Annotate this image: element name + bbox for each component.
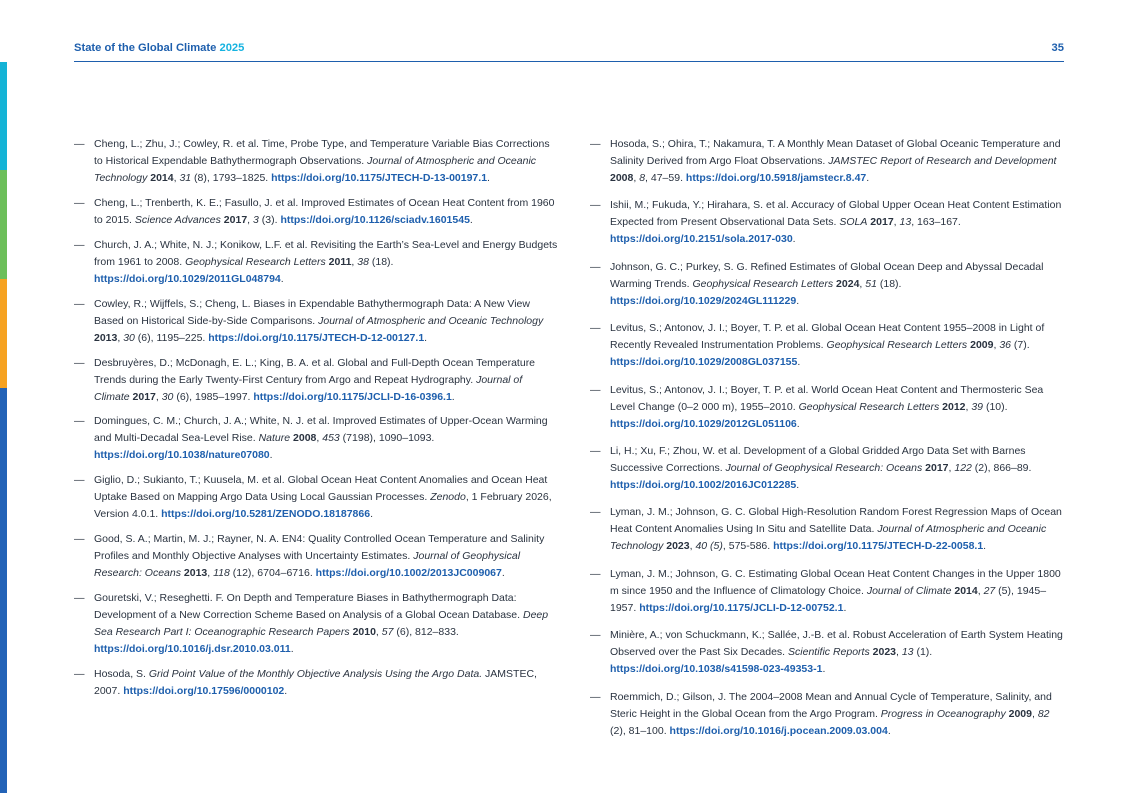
reference-authors-title: Minière, A.; von Schuckmann, K.; Sallée, J.-B. et al. Robust Acceleration of Earth System Heating Observed over the Past Six Decades. <box>610 629 1063 659</box>
reference-volume: 36 <box>999 339 1011 352</box>
list-dash: — <box>590 199 601 212</box>
reference-list-left <box>74 136 560 708</box>
reference-pages: , 1 February 2026, Version 4.0.1. <box>94 491 552 521</box>
reference-year: 2014 <box>150 172 174 184</box>
reference-doi-link[interactable]: https://doi.org/10.5281/ZENODO.18187866 <box>161 508 371 521</box>
reference-end-period: . <box>290 643 294 656</box>
reference-vol-sep: , <box>316 432 323 445</box>
reference-journal: JAMSTEC Report of Research and Development <box>828 155 1057 167</box>
reference-end-period: . <box>487 172 490 184</box>
report-title-text: State of the Global Climate <box>74 42 217 54</box>
reference-doi-link[interactable]: https://doi.org/10.1016/j.dsr.2010.03.011 <box>94 643 291 656</box>
reference-year: 2023 <box>666 540 690 553</box>
reference-authors-title: Ishii, M.; Fukuda, Y.; Hirahara, S. et al. Accuracy of Global Upper Ocean Heat Content Estimation Expected from Present Observational Data Sets. <box>610 199 1062 229</box>
reference-pages: (10). <box>983 400 1008 413</box>
reference-year: 2013 <box>183 567 208 580</box>
reference-journal: Journal of Atmospheric and Oceanic Technology <box>94 155 537 184</box>
reference-pages: (1). <box>913 646 933 659</box>
edge-color-bar-green <box>0 170 7 279</box>
reference-year: 2017 <box>132 390 156 403</box>
reference-end-period: . <box>843 601 847 614</box>
reference-year: 2017 <box>870 216 894 229</box>
reference-doi-link[interactable]: https://doi.org/10.1029/2008GL037155 <box>610 356 798 369</box>
page-header <box>74 42 1064 62</box>
header-divider <box>74 61 1064 62</box>
reference-authors-title: Johnson, G. C.; Purkey, S. G. Refined Estimates of Global Ocean Deep and Abyssal Decadal Warming Trends. <box>610 260 1044 290</box>
reference-end-period: . <box>796 294 800 307</box>
reference-vol-sep: , <box>993 339 1000 352</box>
reference-journal: Science Advances <box>134 213 221 226</box>
reference-item <box>590 566 1064 617</box>
reference-end-period: . <box>269 449 273 462</box>
reference-doi-link[interactable]: https://doi.org/10.1038/nature07080 <box>94 449 270 462</box>
reference-pages: (6), 1195–225. <box>134 331 209 344</box>
reference-vol-sep: , <box>896 646 902 659</box>
reference-item <box>590 136 1064 187</box>
reference-pages: (8), 1793–1825. <box>191 172 272 184</box>
reference-journal: Scientific Reports <box>788 646 870 659</box>
list-dash: — <box>74 415 85 428</box>
reference-item <box>590 382 1064 433</box>
reference-authors-title: Cheng, L.; Trenberth, K. E.; Fasullo, J. et al. Improved Estimates of Ocean Heat Content from 1960 to 2015. <box>94 196 555 226</box>
reference-volume: 118 <box>213 567 230 580</box>
reference-item <box>74 413 560 464</box>
reference-pages: (12), 6704–6716. <box>229 567 316 580</box>
reference-authors-title: Lyman, J. M.; Johnson, G. C. Global High-Resolution Random Forest Regression Maps of Ocean Heat Content Anomalies Using In Situ and Satellite Data. <box>610 506 1062 536</box>
reference-pages: (7198), 1090–1093. <box>339 432 435 445</box>
list-dash: — <box>74 238 85 251</box>
reference-item <box>590 197 1064 248</box>
reference-volume: 30 <box>161 390 174 403</box>
reference-authors-title: Giglio, D.; Sukianto, T.; Kuusela, M. et al. Global Ocean Heat Content Anomalies and Ocean Heat Uptake Based on Mapping Argo Data Using Local Gaussian Processes. <box>94 474 548 504</box>
reference-journal: Grid Point Value of the Monthly Objective Analysis Using the Argo Data. <box>148 668 483 681</box>
reference-vol-sep: , <box>207 567 214 580</box>
reference-journal: Geophysical Research Letters <box>798 400 940 413</box>
reference-authors-title: Desbruyères, D.; McDonagh, E. L.; King, B. A. et al. Global and Full-Depth Ocean Temperature Trends during the Early Twenty-First Century from Argo and Repeat Hydrography. <box>94 356 536 386</box>
reference-vol-sep: , <box>351 255 358 268</box>
reference-volume: 13 <box>899 216 912 229</box>
reference-vol-sep: , <box>117 331 124 344</box>
reference-doi-link[interactable]: https://doi.org/10.1029/2024GL111229 <box>610 294 797 307</box>
reference-journal: Geophysical Research Letters <box>826 339 968 352</box>
reference-year: 2012 <box>942 400 966 413</box>
reference-authors-title: Lyman, J. M.; Johnson, G. C. Estimating Global Ocean Heat Content Changes in the Upper 1800 m since 1950 and the Influence of Climatology Choice. <box>610 567 1061 597</box>
reference-year: 2017 <box>223 213 248 226</box>
reference-item <box>74 237 560 288</box>
reference-volume: 453 <box>322 432 340 445</box>
reference-vol-sep: , <box>173 172 180 184</box>
reference-end-period: . <box>887 724 891 737</box>
reference-volume: 57 <box>381 626 394 639</box>
reference-item <box>590 504 1064 555</box>
reference-volume: 38 <box>357 255 369 268</box>
reference-authors-title: Domingues, C. M.; Church, J. A.; White, N. J. et al. Improved Estimates of Upper-Ocean Warming and Multi-Decadal Sea-Level Rise. <box>94 415 548 445</box>
report-year: 2025 <box>219 42 245 54</box>
reference-vol-sep: , <box>893 216 900 229</box>
reference-end-period: . <box>469 213 473 226</box>
reference-authors-title: Church, J. A.; White, N. J.; Konikow, L.F. et al. Revisiting the Earth’s Sea-Level and Energy Budgets from 1961 to 2008. <box>94 238 558 268</box>
reference-volume: 39 <box>971 400 984 413</box>
reference-journal: SOLA <box>839 216 868 229</box>
reference-item <box>74 590 560 658</box>
reference-end-period: . <box>284 685 288 698</box>
reference-item <box>74 296 560 347</box>
reference-pages: (3). <box>258 213 281 226</box>
reference-volume: 13 <box>901 646 914 659</box>
reference-volume: 82 <box>1037 707 1050 720</box>
reference-pages: (2), 81–100. <box>610 724 670 737</box>
reference-authors-title: Cheng, L.; Zhu, J.; Cowley, R. et al. Time, Probe Type, and Temperature Variable Bias Corrections to Historical Expendable Bathythermograph Observations. <box>94 138 550 167</box>
reference-pages: JAMSTEC, 2007. <box>94 668 537 698</box>
reference-end-period: . <box>797 356 801 369</box>
reference-item <box>74 472 560 523</box>
reference-year: 2023 <box>872 646 896 659</box>
reference-item <box>590 627 1064 678</box>
list-dash: — <box>74 474 85 487</box>
list-dash: — <box>74 533 85 546</box>
list-dash: — <box>590 506 601 519</box>
reference-journal: Journal of Climate <box>866 584 952 597</box>
reference-doi-link[interactable]: https://doi.org/10.1175/JCLI-D-16-0396.1 <box>253 390 452 403</box>
reference-item <box>74 531 560 582</box>
reference-doi-link[interactable]: https://doi.org/10.1175/JTECH-D-13-00197.1 <box>271 172 488 184</box>
reference-journal: Deep Sea Research Part I: Oceanographic Research Papers <box>94 609 549 639</box>
reference-authors-title: Levitus, S.; Antonov, J. I.; Boyer, T. P. et al. Global Ocean Heat Content 1955–2008 in Light of Recently Revealed Instrumentation Problems. <box>610 322 1045 352</box>
reference-authors-title: Gouretski, V.; Reseghetti. F. On Depth and Temperature Biases in Bathythermograph Data: Development of a New Correction Scheme Based on Analysis of a Global Ocean Database. <box>94 592 523 622</box>
reference-authors-title: Hosoda, S.; Ohira, T.; Nakamura, T. A Monthly Mean Dataset of Global Oceanic Temperature and Salinity Derived from Argo Float Observations. <box>610 138 1061 167</box>
reference-pages: (5), 1945–1957. <box>610 584 1047 614</box>
reference-vol-sep: , <box>1031 707 1038 720</box>
reference-year: 2024 <box>836 277 860 290</box>
reference-year: 2009 <box>970 339 994 352</box>
reference-journal: Journal of Geophysical Research: Oceans <box>94 550 521 580</box>
reference-authors-title: Cowley, R.; Wijffels, S.; Cheng, L. Biases in Expendable Bathythermograph Data: A New View Based on Historical Side-by-Side Comparisons. <box>94 297 530 327</box>
list-dash: — <box>74 592 85 605</box>
list-dash: — <box>590 690 601 703</box>
reference-journal: Geophysical Research Letters <box>692 277 834 290</box>
reference-pages: (18). <box>876 277 902 290</box>
list-dash: — <box>74 668 85 681</box>
reference-journal: Journal of Climate <box>94 373 523 403</box>
reference-vol-sep: , <box>155 390 162 403</box>
reference-end-period: . <box>451 390 455 403</box>
reference-pages: (7). <box>1011 339 1030 352</box>
list-dash: — <box>590 260 601 273</box>
reference-volume: 40 (5) <box>695 540 723 553</box>
reference-year: 2014 <box>954 584 978 597</box>
reference-year: 2009 <box>1008 707 1032 720</box>
list-dash: — <box>74 297 85 310</box>
reference-doi-link[interactable]: https://doi.org/10.2151/sola.2017-030 <box>610 233 793 246</box>
reference-volume: 51 <box>865 277 877 290</box>
reference-doi-link[interactable]: https://doi.org/10.1175/JCLI-D-12-00752.1 <box>639 601 844 614</box>
reference-end-period: . <box>796 478 800 491</box>
list-dash: — <box>590 322 601 335</box>
list-dash: — <box>590 567 601 580</box>
reference-pages: (6), 1985–1997. <box>173 390 254 403</box>
reference-authors-title: Li, H.; Xu, F.; Zhou, W. et al. Development of a Global Gridded Argo Data Set with Barnes Successive Corrections. <box>610 444 1026 474</box>
list-dash: — <box>590 383 601 396</box>
reference-doi-link[interactable]: https://doi.org/10.1175/JTECH-D-22-0058.1 <box>773 540 984 553</box>
list-dash: — <box>74 138 85 150</box>
page-number: 35 <box>1051 42 1064 54</box>
list-dash: — <box>74 356 85 369</box>
reference-journal: Journal of Atmospheric and Oceanic Technology <box>610 523 1047 553</box>
reference-year: 2013 <box>94 331 118 344</box>
reference-year: 2017 <box>925 461 949 474</box>
edge-color-bar-blue <box>0 388 7 793</box>
reference-vol-sep: , <box>247 213 253 226</box>
reference-pages: , 575-586. <box>722 540 774 553</box>
reference-pages: (2), 866–89. <box>971 461 1032 474</box>
reference-vol-sep: , <box>633 172 640 184</box>
reference-volume: 8 <box>639 172 646 184</box>
reference-end-period: . <box>792 233 796 246</box>
reference-doi-link[interactable]: https://doi.org/10.1029/2011GL048794 <box>94 272 281 285</box>
reference-doi-link[interactable]: https://doi.org/10.17596/0000102 <box>123 685 285 698</box>
reference-pages: , 163–167. <box>911 216 961 229</box>
reference-year: 2008 <box>610 172 634 184</box>
reference-pages: (18). <box>368 255 394 268</box>
reference-end-period: . <box>796 417 800 430</box>
reference-pages: , 47–59. <box>645 172 686 184</box>
reference-vol-sep: , <box>859 277 866 290</box>
reference-journal: Geophysical Research Letters <box>185 255 326 268</box>
reference-year: 2011 <box>328 255 352 268</box>
reference-authors-title: Hosoda, S. <box>94 668 149 681</box>
reference-vol-sep: , <box>375 626 382 639</box>
reference-volume: 3 <box>253 213 259 226</box>
reference-vol-sep: , <box>965 400 972 413</box>
reference-volume: 31 <box>179 172 192 184</box>
edge-color-bar-orange <box>0 279 7 388</box>
reference-end-period: . <box>370 508 373 521</box>
reference-year: 2010 <box>352 626 376 639</box>
reference-item <box>590 320 1064 371</box>
reference-doi-link[interactable]: https://doi.org/10.1016/j.pocean.2009.03.004 <box>669 724 888 737</box>
reference-end-period: . <box>866 172 870 184</box>
reference-item <box>590 443 1064 494</box>
reference-item <box>590 259 1064 310</box>
reference-end-period: . <box>424 331 428 344</box>
reference-doi-link[interactable]: https://doi.org/10.1038/s41598-023-49353-1 <box>610 663 823 676</box>
reference-item <box>74 355 560 406</box>
reference-vol-sep: , <box>977 584 984 597</box>
reference-doi-link[interactable]: https://doi.org/10.1029/2012GL051106 <box>610 417 797 430</box>
reference-doi-link[interactable]: https://doi.org/10.1126/sciadv.1601545 <box>280 213 470 226</box>
reference-journal: Nature <box>258 432 291 445</box>
reference-vol-sep: , <box>689 540 696 553</box>
reference-item <box>74 666 560 700</box>
reference-volume: 30 <box>123 331 135 344</box>
list-dash: — <box>590 629 601 642</box>
reference-volume: 122 <box>954 461 972 474</box>
reference-authors-title: Levitus, S.; Antonov, J. I.; Boyer, T. P. et al. World Ocean Heat Content and Thermosteric Sea Level Change (0–2 000 m), 1955–2010. <box>610 383 1044 413</box>
list-dash: — <box>590 444 601 457</box>
reference-year: 2008 <box>293 432 317 445</box>
report-title <box>74 42 244 54</box>
reference-end-period: . <box>501 567 505 580</box>
reference-item <box>590 689 1064 740</box>
reference-authors-title: Good, S. A.; Martin, M. J.; Rayner, N. A. EN4: Quality Controlled Ocean Temperature and Salinity Profiles and Monthly Objective Analyses with Uncertainty Estimates. <box>94 533 545 563</box>
reference-doi-link[interactable]: https://doi.org/10.1002/2016JC012285 <box>610 478 797 491</box>
reference-volume: 27 <box>983 584 996 597</box>
reference-doi-link[interactable]: https://doi.org/10.1002/2013JC009067 <box>315 567 502 580</box>
reference-item <box>74 195 560 229</box>
list-dash: — <box>74 196 85 209</box>
reference-list-right <box>590 136 1064 750</box>
list-dash: — <box>590 138 601 150</box>
reference-end-period: . <box>822 663 826 676</box>
reference-journal: Zenodo <box>430 491 466 504</box>
reference-pages: (6), 812–833. <box>393 626 459 639</box>
reference-doi-link[interactable]: https://doi.org/10.1175/JTECH-D-12-00127.1 <box>208 331 425 344</box>
reference-end-period: . <box>983 540 987 553</box>
reference-authors-title: Roemmich, D.; Gilson, J. The 2004–2008 Mean and Annual Cycle of Temperature, Salinity, and Steric Height in the Global Ocean from the Argo Program. <box>610 690 1052 720</box>
reference-vol-sep: , <box>948 461 955 474</box>
reference-journal: Journal of Geophysical Research: Oceans <box>725 461 923 474</box>
reference-item <box>74 136 560 187</box>
reference-doi-link[interactable]: https://doi.org/10.5918/jamstecr.8.47 <box>685 172 867 184</box>
reference-journal: Progress in Oceanography <box>880 707 1006 720</box>
reference-journal: Journal of Atmospheric and Oceanic Technology <box>318 314 544 327</box>
reference-end-period: . <box>280 272 284 285</box>
edge-color-bar-cyan <box>0 62 7 170</box>
